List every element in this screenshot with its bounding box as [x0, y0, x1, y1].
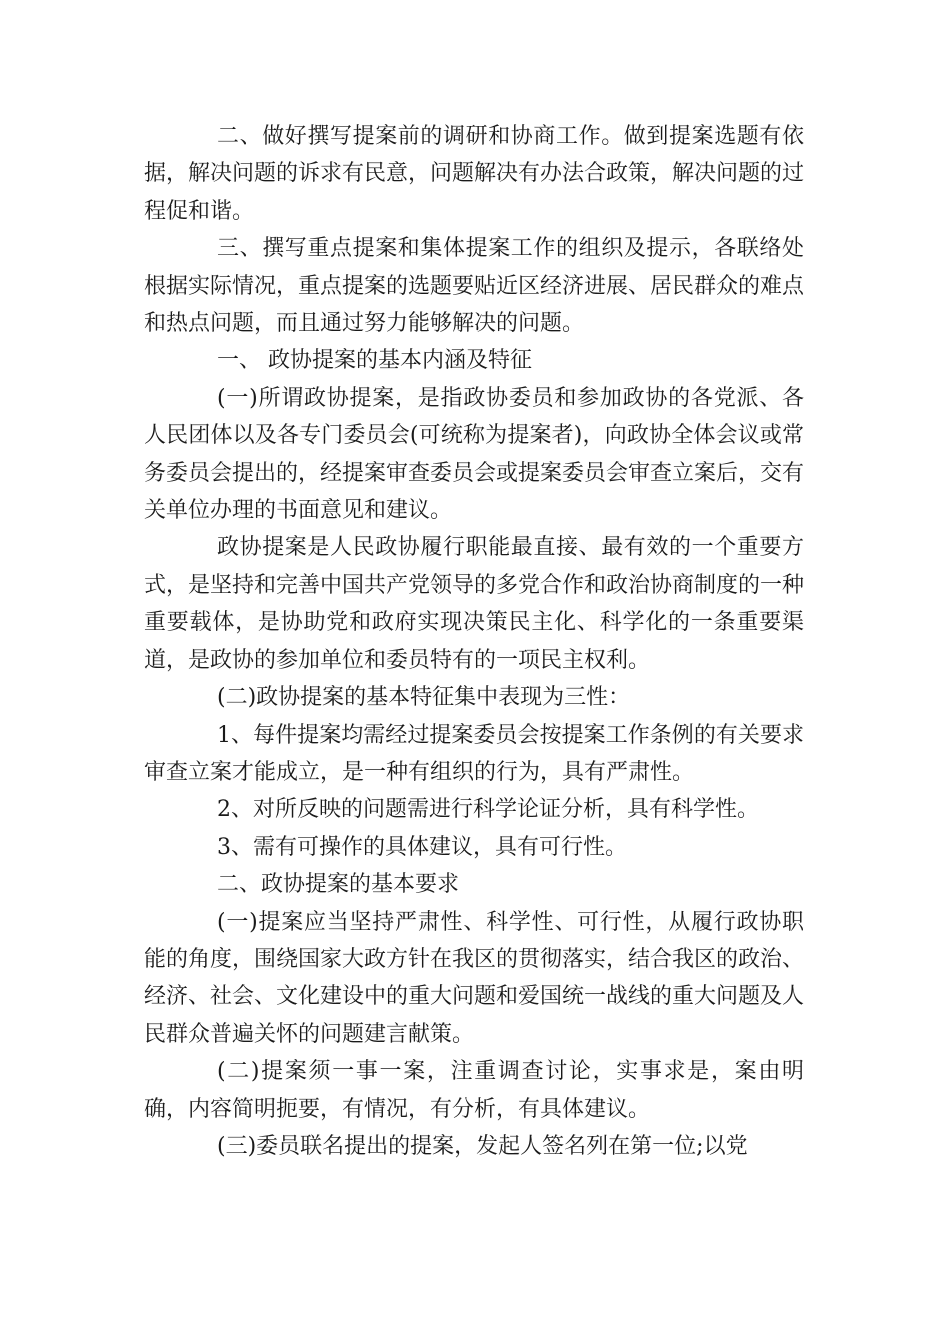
paragraph-8: (三)委员联名提出的提案，发起人签名列在第一位;以党: [217, 1133, 748, 1159]
list-item-1: 1、每件提案均需经过提案委员会按提案工作条例的有关要求审查立案才能成立，是一种有组织的行为，具有严肃性。: [144, 722, 804, 785]
paragraph-5: (二)政协提案的基本特征集中表现为三性：: [217, 685, 631, 711]
section-heading-1: 一、 政协提案的基本内涵及特征: [217, 348, 532, 374]
paragraph-7: (二)提案须一事一案，注重调查讨论，实事求是，案由明确，内容简明扼要，有情况，有分析，有具体建议。: [144, 1059, 804, 1122]
paragraph-6: (一)提案应当坚持严肃性、科学性、可行性，从履行政协职能的角度，围绕国家大政方针在我区的贯彻落实，结合我区的政治、经济、社会、文化建设中的重大问题和爱国统一战线的重大问题及人民群众普遍关怀的问题建言献策。: [144, 909, 805, 1047]
paragraph-2: 三、撰写重点提案和集体提案工作的组织及提示，各联络处根据实际情况，重点提案的选题要贴近区经济进展、居民群众的难点和热点问题，而且通过努力能够解决的问题。: [144, 236, 805, 337]
document-page: [144, 118, 804, 1165]
section-heading-2: 二、政协提案的基本要求: [217, 872, 460, 898]
list-item-2: 2、对所反映的问题需进行科学论证分析，具有科学性。: [217, 797, 759, 823]
paragraph-1: 二、做好撰写提案前的调研和协商工作。做到提案选题有依据，解决问题的诉求有民意，问题解决有办法合政策，解决问题的过程促和谐。: [144, 124, 805, 224]
list-item-3: 3、需有可操作的具体建议，具有可行性。: [217, 834, 627, 860]
paragraph-4: 政协提案是人民政协履行职能最直接、最有效的一个重要方式，是坚持和完善中国共产党领导的多党合作和政治协商制度的一种重要载体，是协助党和政府实现决策民主化、科学化的一条重要渠道，是政协的参加单位和委员特有的一项民主权利。: [144, 535, 805, 673]
paragraph-3: (一)所谓政协提案，是指政协委员和参加政协的各党派、各人民团体以及各专门委员会(可统称为提案者)，向政协全体会议或常务委员会提出的，经提案审查委员会或提案委员会审查立案后，交有关单位办理的书面意见和建议。: [144, 385, 805, 524]
